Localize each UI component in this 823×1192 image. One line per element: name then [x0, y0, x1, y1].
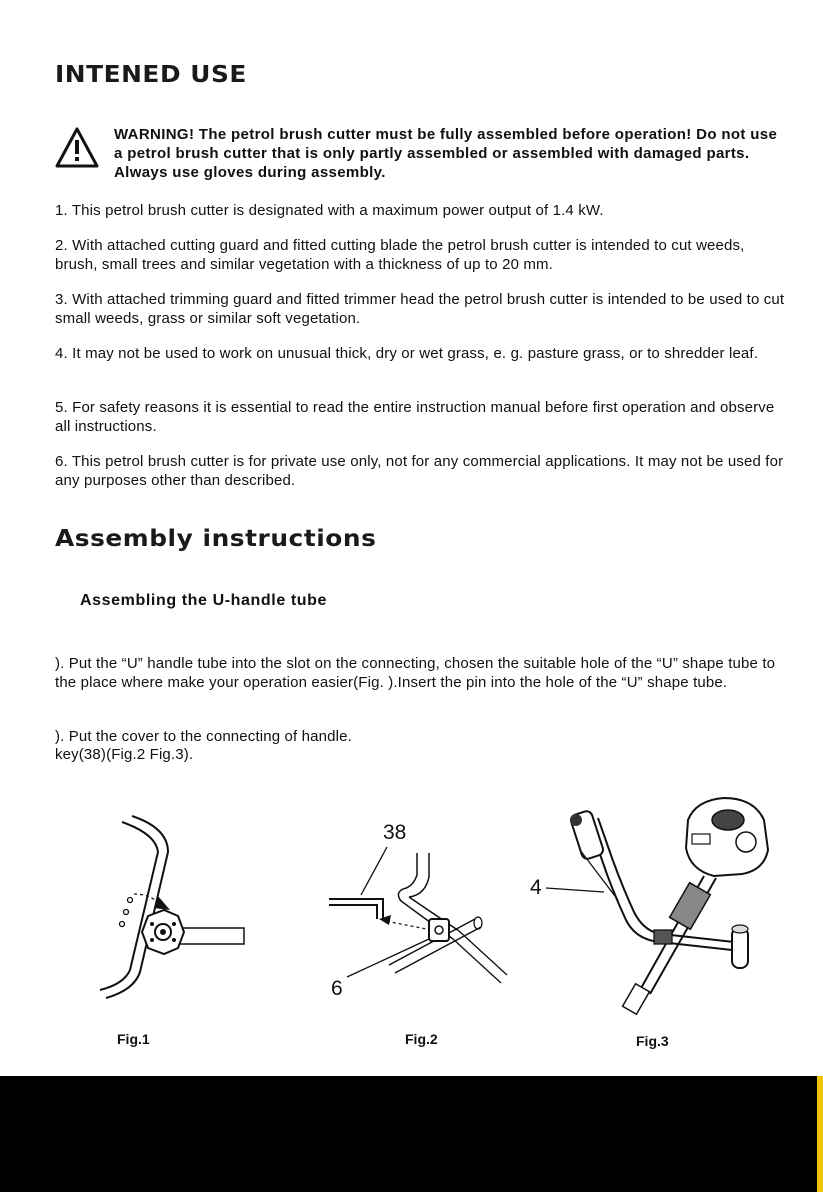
figure-3-drawing: [528, 790, 788, 1030]
figure-2-label: Fig.2: [405, 1031, 438, 1047]
footer-accent-edge: [817, 1076, 823, 1192]
intended-use-item-1: 1. This petrol brush cutter is designated with a maximum power output of 1.4 kW.: [55, 202, 604, 219]
figure-2-drawing: [325, 815, 515, 1005]
section-title-intended-use: INTENED USE: [55, 62, 247, 88]
callout-4: 4: [530, 876, 542, 899]
warning-triangle-icon: [55, 126, 99, 170]
assembly-step-2-line-1: ). Put the cover to the connecting of handle.: [55, 728, 352, 745]
intended-use-item-3: 3. With attached trimming guard and fitted trimmer head the petrol brush cutter is intended to be used to cut small weeds, grass or similar soft vegetation.: [55, 291, 785, 327]
section-title-assembly: Assembly instructions: [55, 526, 377, 552]
figure-1-drawing: [60, 812, 260, 1002]
intended-use-item-6: 6. This petrol brush cutter is for private use only, not for any commercial applications. It may not be used for any purposes other than described.: [55, 453, 784, 489]
callout-6: 6: [331, 977, 343, 1000]
intended-use-item-2: 2. With attached cutting guard and fitted cutting blade the petrol brush cutter is intended to cut weeds, brush, small trees and similar vegetation with a thickness of up to 20 mm.: [55, 237, 745, 273]
intended-use-item-5: 5. For safety reasons it is essential to read the entire instruction manual before first operation and observe all instructions.: [55, 399, 775, 435]
figure-3-label: Fig.3: [636, 1033, 669, 1049]
callout-38: 38: [383, 821, 407, 844]
warning-text: WARNING! The petrol brush cutter must be fully assembled before operation! Do not use a petrol brush cutter that is only partly assembled or assembled with damaged parts. Always use gloves during assembly.: [114, 126, 778, 181]
assembly-step-1: ). Put the “U” handle tube into the slot on the connecting, chosen the suitable hole of the “U” shape tube to the place where make your operation easier(Fig. ).Insert the pin into the hole of the “U” shape tube.: [55, 655, 776, 691]
page-footer-band: [0, 1076, 823, 1192]
figure-1-label: Fig.1: [117, 1031, 150, 1047]
intended-use-item-4: 4. It may not be used to work on unusual thick, dry or wet grass, e. g. pasture grass, or to shredder leaf.: [55, 345, 759, 362]
subsection-title-u-handle: Assembling the U-handle tube: [80, 592, 328, 609]
assembly-step-2-line-2: key(38)(Fig.2 Fig.3).: [55, 746, 194, 763]
